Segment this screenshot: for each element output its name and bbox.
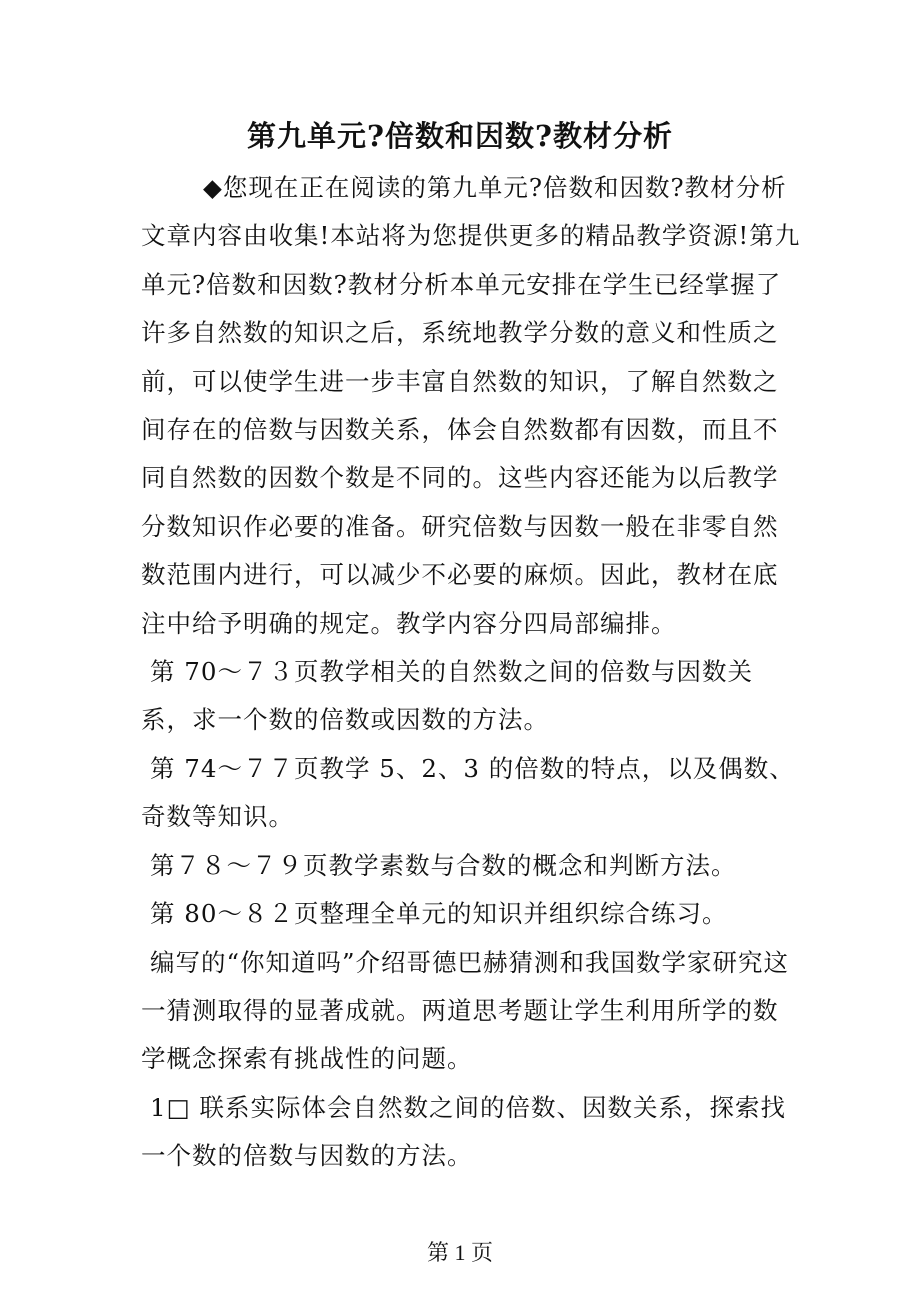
paragraph-pages-70-73: 第 70～７３页教学相关的自然数之间的倍数与因数关系，求一个数的倍数或因数的方法。 <box>141 657 753 735</box>
paragraph-objective-1: 1□ 联系实际体会自然数之间的倍数、因数关系，探索找一个数的倍数与因数的方法。 <box>141 1092 787 1171</box>
document-body <box>141 164 801 1181</box>
document-title: 第九单元?倍数和因数?教材分析 <box>247 119 673 153</box>
paragraph-pages-80-82: 第 80～８２页整理全单元的知识并组织综合练习。 <box>150 899 728 929</box>
paragraph-did-you-know: 编写的“你知道吗”介绍哥德巴赫猜测和我国数学家研究这一猜测取得的显著成就。两道思考题让学生利用所学的数学概念探索有挑战性的问题。 <box>141 947 790 1074</box>
page-number: 第 1 页 <box>426 1240 493 1265</box>
paragraph-pages-74-77: 第 74～７７页教学 5、2、3 的倍数的特点，以及偶数、奇数等知识。 <box>141 753 795 832</box>
paragraph-pages-78-79: 第７８～７９页教学素数与合数的概念和判断方法。 <box>150 850 737 880</box>
paragraph-intro: ◆您现在正在阅读的第九单元?倍数和因数?教材分析文章内容由收集!本站将为您提供更多的精品教学资源!第九单元?倍数和因数?教材分析本单元安排在学生已经掌握了许多自然数的知识之后，系统地教学分数的意义和性质之前，可以使学生进一步丰富自然数的知识，了解自然数之间存在的倍数与因数关系，体会自然数都有因数，而且不同自然数的因数个数是不同的。这些内容还能为以后教学分数知识作必要的准备。研究倍数与因数一般在非零自然数范围内进行，可以减少不必要的麻烦。因此，教材在底注中给予明确的规定。教学内容分四局部编排。 <box>141 173 801 638</box>
